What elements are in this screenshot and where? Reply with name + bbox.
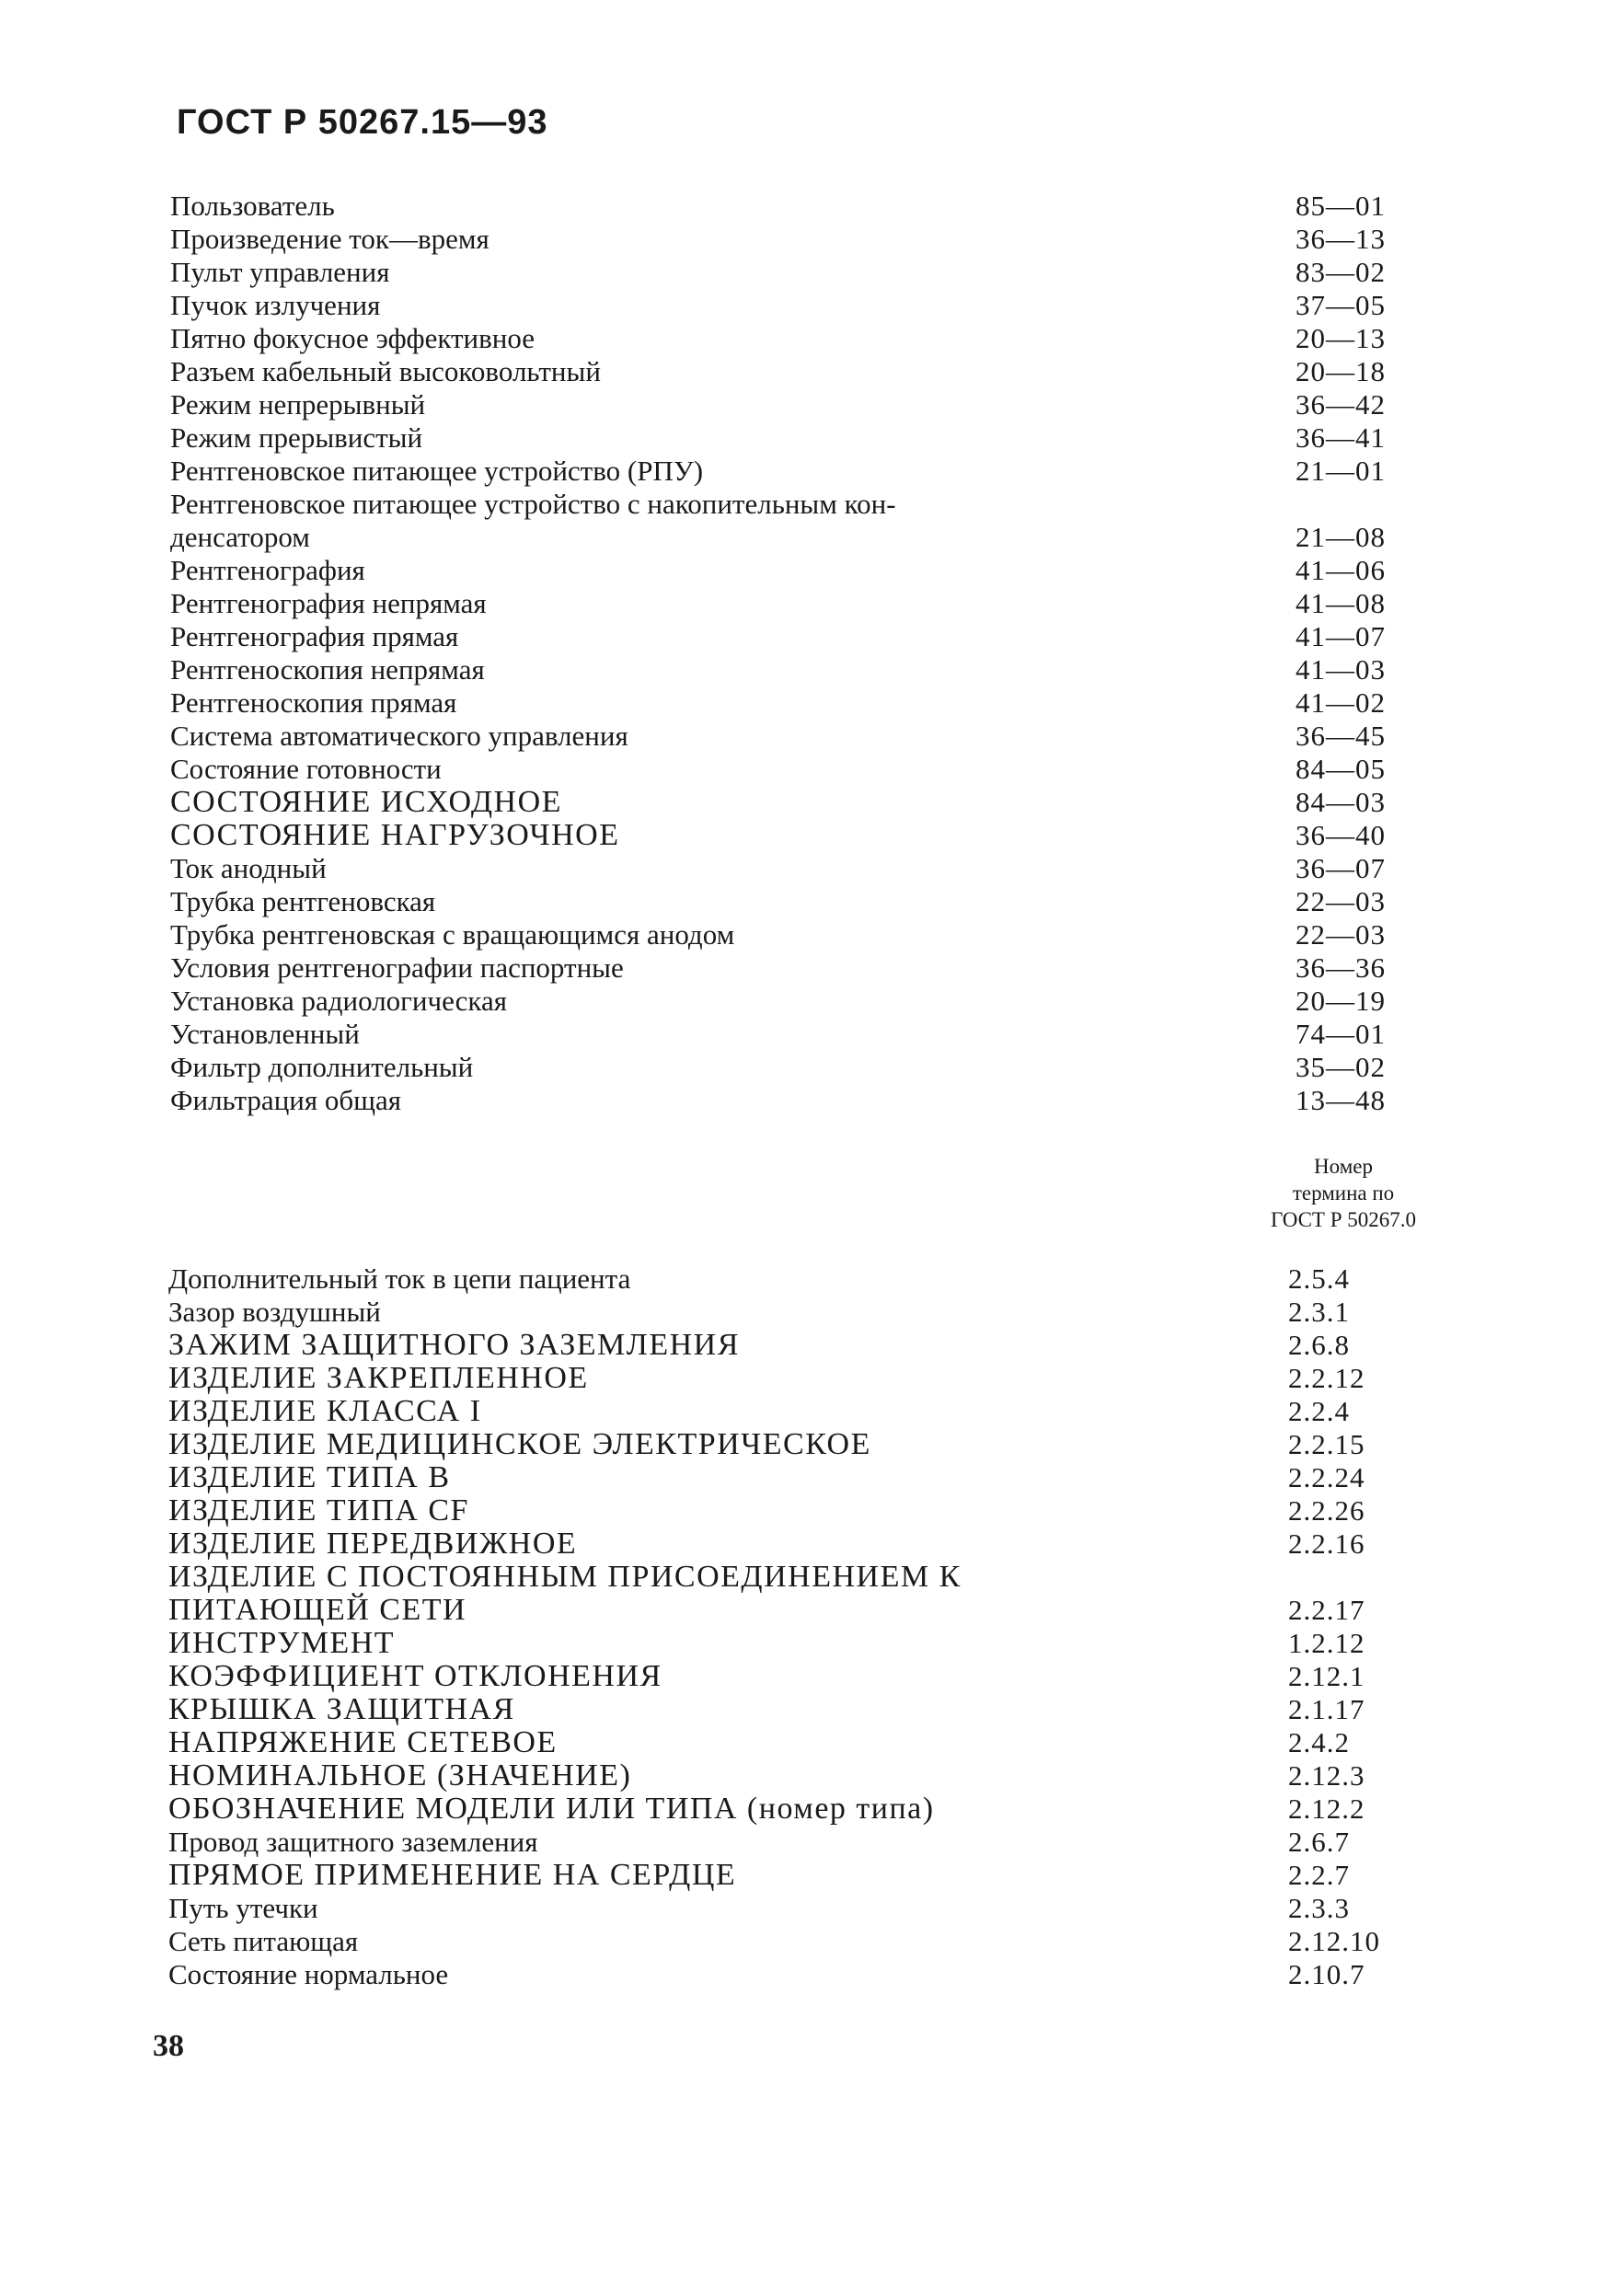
index-term: ИНСТРУМЕНТ [168, 1626, 396, 1660]
index-row [0, 587, 1624, 620]
index-row [0, 1793, 1624, 1826]
index-term: ОБОЗНАЧЕНИЕ МОДЕЛИ ИЛИ ТИПА (номер типа) [168, 1792, 935, 1826]
index-row [0, 653, 1624, 686]
index-row [0, 885, 1624, 918]
index-row [0, 720, 1624, 753]
index-row [0, 1395, 1624, 1428]
index-row [0, 1051, 1624, 1084]
index-term: Сеть питающая [168, 1925, 359, 1957]
index-row [0, 786, 1624, 819]
index-row [0, 1018, 1624, 1051]
index-term: ИЗДЕЛИЕ КЛАССА I [168, 1394, 482, 1428]
document-header: ГОСТ Р 50267.15—93 [177, 103, 548, 142]
term-reference-number: 2.2.15 [1288, 1428, 1365, 1460]
index-row [0, 819, 1624, 852]
page-number: 38 [153, 2029, 184, 2063]
term-reference-number: 35—02 [1296, 1051, 1386, 1083]
index-row [0, 190, 1624, 223]
index-row [0, 388, 1624, 421]
index-row [0, 1594, 1624, 1627]
term-reference-number: 36—41 [1296, 421, 1386, 454]
index-row [0, 985, 1624, 1018]
term-reference-number: 36—13 [1296, 223, 1386, 255]
index-row [0, 1329, 1624, 1362]
index-term: Зазор воздушный [168, 1296, 381, 1328]
term-reference-number: 83—02 [1296, 256, 1386, 288]
index-term: ПРЯМОЕ ПРИМЕНЕНИЕ НА СЕРДЦЕ [168, 1858, 737, 1892]
index-term: Пучок излучения [170, 289, 381, 321]
index-term: Пульт управления [170, 256, 390, 288]
index-term: КОЭФФИЦИЕНТ ОТКЛОНЕНИЯ [168, 1659, 662, 1693]
term-reference-number: 84—03 [1296, 786, 1386, 818]
index-row [0, 1461, 1624, 1494]
index-row [0, 852, 1624, 885]
term-reference-number: 84—05 [1296, 753, 1386, 785]
term-reference-number: 20—19 [1296, 985, 1386, 1017]
index-term: Рентгенография непрямая [170, 587, 487, 619]
index-term: Провод защитного заземления [168, 1826, 538, 1858]
index-term: Рентгеновское питающее устройство с накопительным кон- [170, 488, 896, 520]
term-reference-number: 2.2.17 [1288, 1594, 1365, 1626]
index-row [0, 1561, 1624, 1594]
term-reference-number: 41—03 [1296, 653, 1386, 686]
index-term: Ток анодный [170, 852, 327, 884]
term-reference-number: 36—45 [1296, 720, 1386, 752]
index-row [0, 686, 1624, 720]
index-row [0, 1925, 1624, 1958]
index-term: Разъем кабельный высоковольтный [170, 355, 601, 387]
term-reference-number: 41—07 [1296, 620, 1386, 652]
index-row [0, 1428, 1624, 1461]
term-reference-number: 36—42 [1296, 388, 1386, 421]
term-reference-number: 2.2.4 [1288, 1395, 1350, 1427]
index-term: ИЗДЕЛИЕ ЗАКРЕПЛЕННОЕ [168, 1361, 589, 1395]
index-term: ИЗДЕЛИЕ МЕДИЦИНСКОЕ ЭЛЕКТРИЧЕСКОЕ [168, 1427, 871, 1461]
index-row [0, 223, 1624, 256]
index-term: НАПРЯЖЕНИЕ СЕТЕВОЕ [168, 1725, 558, 1759]
index-term: Режим прерывистый [170, 421, 423, 454]
index-term: ИЗДЕЛИЕ С ПОСТОЯННЫМ ПРИСОЕДИНЕНИЕМ К [168, 1560, 962, 1594]
term-reference-number: 20—18 [1296, 355, 1386, 387]
term-reference-number: 2.4.2 [1288, 1726, 1350, 1758]
term-reference-number: 13—48 [1296, 1084, 1386, 1116]
index-row [0, 488, 1624, 521]
index-row [0, 322, 1624, 355]
term-reference-number: 2.3.1 [1288, 1296, 1350, 1328]
column-heading [1233, 1153, 1454, 1233]
index-row [0, 1262, 1624, 1296]
index-row [0, 620, 1624, 653]
column-heading-line-1: Номер [1314, 1155, 1373, 1178]
term-index-list-1 [0, 190, 1624, 1117]
term-reference-number: 36—40 [1296, 819, 1386, 851]
index-row [0, 421, 1624, 455]
index-term: Рентгеноскопия прямая [170, 686, 457, 719]
index-term: Путь утечки [168, 1892, 318, 1924]
term-reference-number: 2.1.17 [1288, 1693, 1365, 1725]
index-term: Пользователь [170, 190, 335, 222]
index-row [0, 1527, 1624, 1561]
index-row [0, 1660, 1624, 1693]
index-row [0, 1826, 1624, 1859]
index-term: ИЗДЕЛИЕ ТИПА CF [168, 1493, 469, 1527]
index-term: Дополнительный ток в цепи пациента [168, 1262, 631, 1295]
index-row [0, 951, 1624, 985]
index-row [0, 554, 1624, 587]
index-term: ЗАЖИМ ЗАЩИТНОГО ЗАЗЕМЛЕНИЯ [168, 1328, 740, 1362]
index-term: Фильтр дополнительный [170, 1051, 474, 1083]
index-term: КРЫШКА ЗАЩИТНАЯ [168, 1692, 515, 1726]
column-heading-line-2: термина по [1292, 1182, 1395, 1205]
term-reference-number: 2.2.12 [1288, 1362, 1365, 1394]
index-row [0, 455, 1624, 488]
index-term: Установленный [170, 1018, 360, 1050]
term-reference-number: 2.10.7 [1288, 1958, 1365, 1990]
term-reference-number: 22—03 [1296, 918, 1386, 951]
index-term: Рентгенография прямая [170, 620, 459, 652]
index-row [0, 918, 1624, 951]
term-reference-number: 2.12.10 [1288, 1925, 1380, 1957]
index-term: Трубка рентгеновская с вращающимся анодом [170, 918, 735, 951]
index-term: Состояние готовности [170, 753, 442, 785]
term-reference-number: 2.2.26 [1288, 1494, 1365, 1527]
term-reference-number: 2.12.1 [1288, 1660, 1365, 1692]
index-row [0, 256, 1624, 289]
term-reference-number: 2.6.7 [1288, 1826, 1350, 1858]
index-term: Фильтрация общая [170, 1084, 402, 1116]
term-reference-number: 2.2.7 [1288, 1859, 1350, 1891]
index-term: денсатором [170, 521, 310, 553]
term-reference-number: 41—08 [1296, 587, 1386, 619]
term-reference-number: 2.6.8 [1288, 1329, 1350, 1361]
term-reference-number: 1.2.12 [1288, 1627, 1365, 1659]
index-row [0, 1693, 1624, 1726]
term-reference-number: 36—36 [1296, 951, 1386, 984]
index-term: Трубка рентгеновская [170, 885, 436, 917]
index-term: НОМИНАЛЬНОЕ (ЗНАЧЕНИЕ) [168, 1758, 632, 1793]
term-reference-number: 85—01 [1296, 190, 1386, 222]
term-reference-number: 20—13 [1296, 322, 1386, 354]
index-row [0, 1296, 1624, 1329]
index-term: СОСТОЯНИЕ НАГРУЗОЧНОЕ [170, 818, 620, 852]
index-row [0, 1362, 1624, 1395]
term-reference-number: 22—03 [1296, 885, 1386, 917]
term-reference-number: 41—06 [1296, 554, 1386, 586]
index-row [0, 753, 1624, 786]
term-reference-number: 37—05 [1296, 289, 1386, 321]
index-term: Установка радиологическая [170, 985, 507, 1017]
index-term: Рентгенография [170, 554, 365, 586]
term-reference-number: 74—01 [1296, 1018, 1386, 1050]
term-reference-number: 2.2.24 [1288, 1461, 1365, 1493]
term-reference-number: 2.12.2 [1288, 1793, 1365, 1825]
index-row [0, 1494, 1624, 1527]
index-term: ПИТАЮЩЕЙ СЕТИ [168, 1593, 467, 1627]
index-term: ИЗДЕЛИЕ ТИПА В [168, 1460, 451, 1494]
index-row [0, 521, 1624, 554]
term-reference-number: 36—07 [1296, 852, 1386, 884]
index-row [0, 1892, 1624, 1925]
index-term: Рентгеноскопия непрямая [170, 653, 485, 686]
index-row [0, 1958, 1624, 1991]
term-index-list-2 [0, 1262, 1624, 1991]
index-row [0, 1627, 1624, 1660]
index-term: Пятно фокусное эффективное [170, 322, 536, 354]
index-term: Режим непрерывный [170, 388, 426, 421]
index-term: Условия рентгенографии паспортные [170, 951, 624, 984]
term-reference-number: 2.2.16 [1288, 1527, 1365, 1560]
index-row [0, 1084, 1624, 1117]
index-term: СОСТОЯНИЕ ИСХОДНОЕ [170, 785, 562, 819]
index-row [0, 1759, 1624, 1793]
term-reference-number: 41—02 [1296, 686, 1386, 719]
index-row [0, 289, 1624, 322]
index-row [0, 355, 1624, 388]
index-term: Рентгеновское питающее устройство (РПУ) [170, 455, 704, 487]
term-reference-number: 2.3.3 [1288, 1892, 1350, 1924]
term-reference-number: 2.12.3 [1288, 1759, 1365, 1792]
term-reference-number: 21—08 [1296, 521, 1386, 553]
index-row [0, 1726, 1624, 1759]
index-row [0, 1859, 1624, 1892]
index-term: Произведение ток—время [170, 223, 490, 255]
index-term: Состояние нормальное [168, 1958, 449, 1990]
term-reference-number: 21—01 [1296, 455, 1386, 487]
index-term: Система автоматического управления [170, 720, 628, 752]
term-reference-number: 2.5.4 [1288, 1262, 1350, 1295]
index-term: ИЗДЕЛИЕ ПЕРЕДВИЖНОЕ [168, 1527, 578, 1561]
column-heading-line-3: ГОСТ Р 50267.0 [1270, 1208, 1417, 1231]
